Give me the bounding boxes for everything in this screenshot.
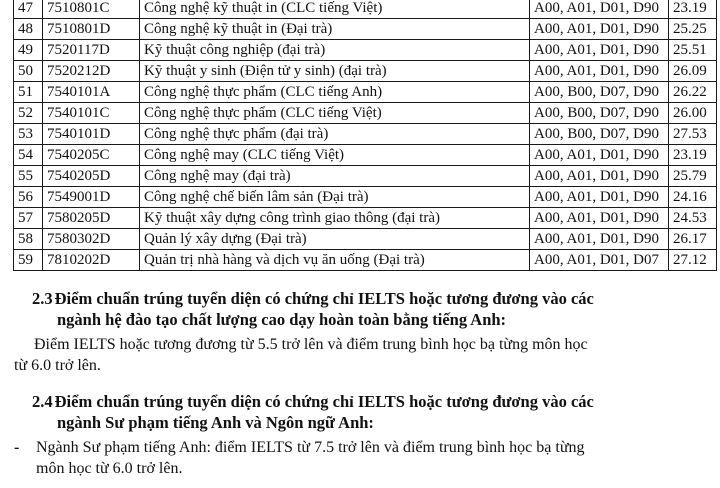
section-2-3-body-line1: Điểm IELTS hoặc tương đương từ 5.5 trở lên và điểm trung bình học bạ từng môn học — [34, 336, 588, 353]
cell-major-code: 7510801C — [43, 0, 140, 19]
cell-major-name: Công nghệ thực phẩm (CLC tiếng Anh) — [140, 82, 530, 103]
cell-major-name: Công nghệ may (đại trà) — [140, 166, 530, 187]
section-2-3-heading-line2: ngành hệ đào tạo chất lượng cao dạy hoàn toàn bằng tiếng Anh: — [57, 310, 507, 329]
cell-subject-combination: A00, B00, D07, D90 — [530, 124, 669, 145]
cell-stt: 53 — [14, 124, 43, 145]
cell-subject-combination: A00, B00, D07, D90 — [530, 82, 669, 103]
section-2-3-body-line2: từ 6.0 trở lên. — [14, 357, 101, 374]
section-2-4-number: 2.4 — [32, 392, 53, 411]
cell-stt: 58 — [14, 229, 43, 250]
cell-cutoff-score: 26.17 — [669, 229, 717, 250]
section-2-4-list — [0, 437, 720, 479]
cell-subject-combination: A00, A01, D01, D90 — [530, 40, 669, 61]
cell-subject-combination: A00, A01, D01, D90 — [530, 166, 669, 187]
cell-major-code: 7520212D — [43, 61, 140, 82]
cell-major-name: Công nghệ thực phẩm (CLC tiếng Việt) — [140, 103, 530, 124]
cell-major-code: 7540205D — [43, 166, 140, 187]
admission-score-table — [13, 0, 717, 271]
cell-subject-combination: A00, A01, D01, D90 — [530, 19, 669, 40]
cell-major-code: 7540101D — [43, 124, 140, 145]
cell-stt: 47 — [14, 0, 43, 19]
section-2-4-heading-line1 — [0, 391, 720, 412]
cell-cutoff-score: 27.53 — [669, 124, 717, 145]
cell-major-code: 7520117D — [43, 40, 140, 61]
cell-stt: 59 — [14, 250, 43, 271]
cell-major-name: Kỹ thuật xây dựng công trình giao thông (đại trà) — [140, 208, 530, 229]
section-2-3 — [0, 288, 720, 330]
table-row — [14, 124, 717, 145]
table-row — [14, 61, 717, 82]
cell-cutoff-score: 24.16 — [669, 187, 717, 208]
cell-stt: 50 — [14, 61, 43, 82]
cell-stt: 49 — [14, 40, 43, 61]
cell-major-name: Kỹ thuật công nghiệp (đại trà) — [140, 40, 530, 61]
section-2-3-heading-text: Điểm chuẩn trúng tuyển diện có chứng chỉ IELTS hoặc tương đương vào các — [54, 289, 594, 308]
cell-major-name: Công nghệ chế biến lâm sản (Đại trà) — [140, 187, 530, 208]
cell-subject-combination: A00, A01, D01, D07 — [530, 250, 669, 271]
cell-stt: 52 — [14, 103, 43, 124]
cell-cutoff-score: 25.51 — [669, 40, 717, 61]
section-2-4-item-line1: Ngành Sư phạm tiếng Anh: điểm IELTS từ 7.5 trở lên và điểm trung bình học bạ từng — [36, 439, 585, 456]
table-row — [14, 250, 717, 271]
cell-stt: 48 — [14, 19, 43, 40]
table-row — [14, 166, 717, 187]
table-row — [14, 82, 717, 103]
cell-stt: 56 — [14, 187, 43, 208]
section-2-3-body — [0, 334, 720, 376]
table-row — [14, 0, 717, 19]
cell-major-code: 7580302D — [43, 229, 140, 250]
table-row — [14, 229, 717, 250]
table-row — [14, 208, 717, 229]
cell-major-code: 7580205D — [43, 208, 140, 229]
section-2-4-heading-text: Điểm chuẩn trúng tuyển diện có chứng chỉ IELTS hoặc tương đương vào các — [54, 392, 594, 411]
cell-major-code: 7540101C — [43, 103, 140, 124]
cell-cutoff-score: 23.19 — [669, 0, 717, 19]
cell-major-name: Kỹ thuật y sinh (Điện tử y sinh) (đại trà) — [140, 61, 530, 82]
cell-subject-combination: A00, A01, D01, D90 — [530, 229, 669, 250]
cell-major-code: 7549001D — [43, 187, 140, 208]
cell-cutoff-score: 26.22 — [669, 82, 717, 103]
section-2-4-item-line2: môn học từ 6.0 trở lên. — [36, 460, 183, 477]
cell-cutoff-score: 26.09 — [669, 61, 717, 82]
cell-subject-combination: A00, A01, D01, D90 — [530, 61, 669, 82]
cell-cutoff-score: 24.53 — [669, 208, 717, 229]
cell-subject-combination: A00, A01, D01, D90 — [530, 187, 669, 208]
cell-cutoff-score: 27.12 — [669, 250, 717, 271]
cell-cutoff-score: 23.19 — [669, 145, 717, 166]
cell-stt: 54 — [14, 145, 43, 166]
table-row — [14, 187, 717, 208]
cell-major-name: Công nghệ kỹ thuật in (Đại trà) — [140, 19, 530, 40]
table-row — [14, 145, 717, 166]
cell-stt: 57 — [14, 208, 43, 229]
cell-subject-combination: A00, B00, D07, D90 — [530, 103, 669, 124]
section-2-4-heading-line2: ngành Sư phạm tiếng Anh và Ngôn ngữ Anh: — [57, 413, 374, 432]
list-bullet: - — [14, 439, 20, 456]
cell-cutoff-score: 25.79 — [669, 166, 717, 187]
cell-major-code: 7810202D — [43, 250, 140, 271]
cell-stt: 55 — [14, 166, 43, 187]
cell-major-name: Quản trị nhà hàng và dịch vụ ăn uống (Đại trà) — [140, 250, 530, 271]
cell-major-code: 7540101A — [43, 82, 140, 103]
table-body — [14, 0, 717, 271]
section-2-3-heading-line1 — [0, 288, 720, 309]
table-row — [14, 19, 717, 40]
cell-subject-combination: A00, A01, D01, D90 — [530, 0, 669, 19]
cell-major-code: 7510801D — [43, 19, 140, 40]
cell-stt: 51 — [14, 82, 43, 103]
cell-major-name: Quản lý xây dựng (Đại trà) — [140, 229, 530, 250]
table-row — [14, 103, 717, 124]
section-2-4 — [0, 391, 720, 433]
cell-major-name: Công nghệ thực phẩm (đại trà) — [140, 124, 530, 145]
cell-major-name: Công nghệ kỹ thuật in (CLC tiếng Việt) — [140, 0, 530, 19]
cell-cutoff-score: 25.25 — [669, 19, 717, 40]
cell-cutoff-score: 26.00 — [669, 103, 717, 124]
cell-major-code: 7540205C — [43, 145, 140, 166]
cell-subject-combination: A00, A01, D01, D90 — [530, 145, 669, 166]
table-row — [14, 40, 717, 61]
section-2-3-number: 2.3 — [32, 289, 53, 308]
cell-subject-combination: A00, A01, D01, D90 — [530, 208, 669, 229]
cell-major-name: Công nghệ may (CLC tiếng Việt) — [140, 145, 530, 166]
